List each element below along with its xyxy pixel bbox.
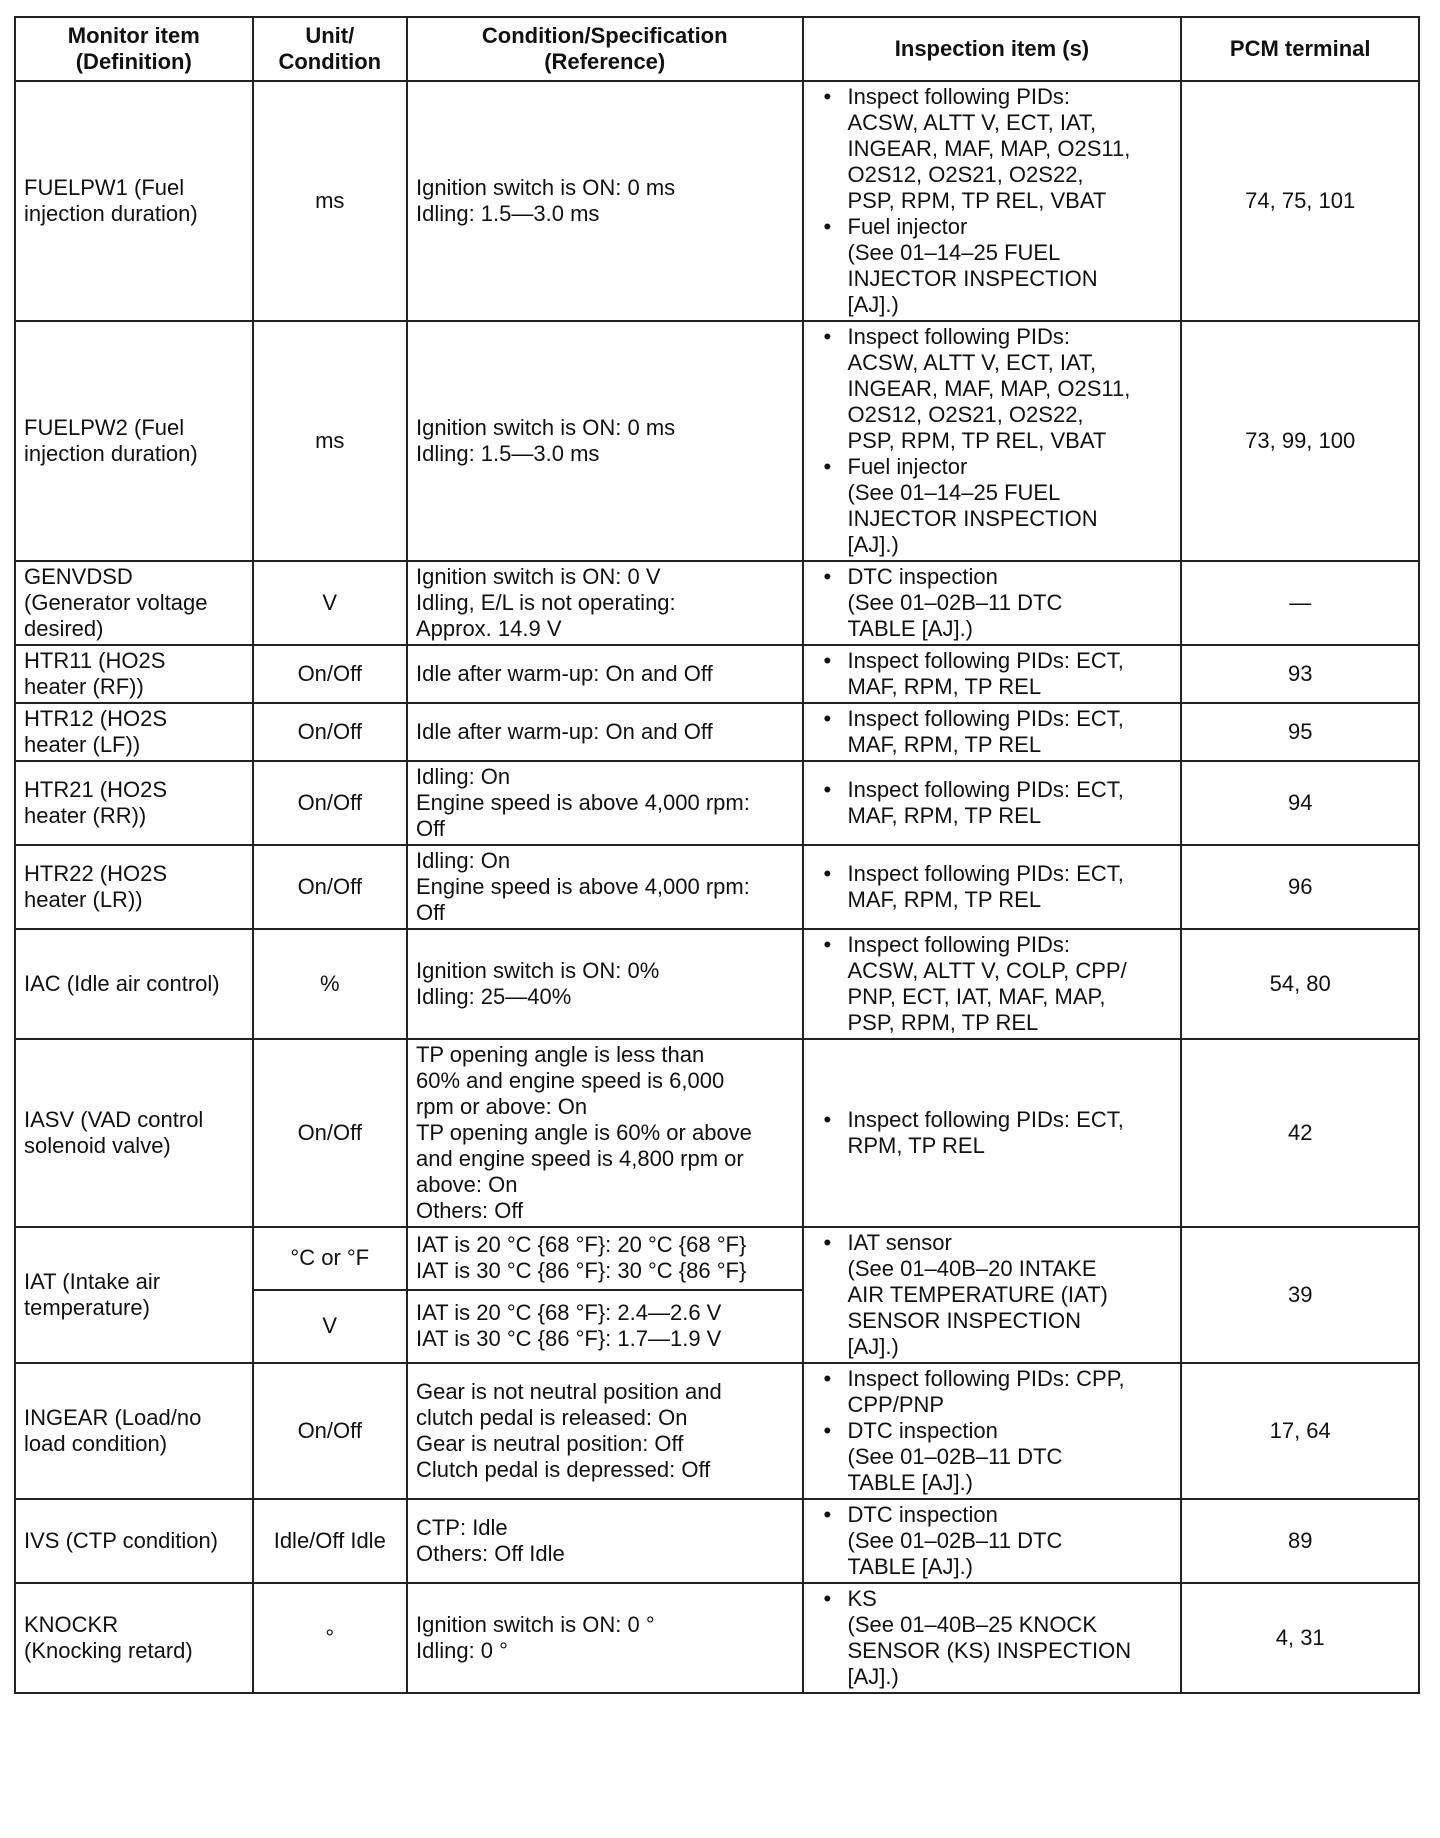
condition-text: Idling: 25—40% <box>415 984 572 1009</box>
monitor-item-cell <box>15 1499 253 1583</box>
monitor-item-text: solenoid valve) <box>24 1133 171 1158</box>
unit-text: ms <box>315 188 345 213</box>
unit-cell <box>253 81 407 321</box>
inspection-bullet-item <box>812 564 1173 642</box>
inspection-text: ACSW, ALTT V, ECT, IAT, <box>847 350 1097 375</box>
inspection-list <box>812 706 1173 758</box>
unit-text: Idle/Off Idle <box>273 1528 386 1553</box>
unit-cell <box>253 1290 407 1363</box>
inspection-spec-sheet <box>14 16 1420 1694</box>
monitor-item-text: heater (LR)) <box>24 887 143 912</box>
inspection-list <box>812 1502 1173 1580</box>
inspection-cell <box>803 321 1182 561</box>
inspection-text: • Inspect following PIDs: <box>847 324 1071 349</box>
condition-cell <box>407 703 803 761</box>
pcm-terminal-text: 4, 31 <box>1275 1625 1325 1650</box>
inspection-cell <box>803 703 1182 761</box>
inspection-text: (See 01–40B–20 INTAKE <box>847 1256 1097 1281</box>
inspection-text: PNP, ECT, IAT, MAF, MAP, <box>847 984 1106 1009</box>
pcm-terminal-cell <box>1181 929 1419 1039</box>
inspection-text: • Fuel injector <box>847 214 968 239</box>
condition-text: Clutch pedal is depressed: Off <box>415 1457 711 1482</box>
inspection-cell <box>803 929 1182 1039</box>
monitor-item-text: IAC (Idle air control) <box>24 971 220 996</box>
monitor-item-cell <box>15 703 253 761</box>
condition-text: IAT is 20 °C {68 °F}: 2.4—2.6 V <box>415 1300 722 1326</box>
pcm-terminal-cell <box>1181 1039 1419 1227</box>
monitor-item-text: HTR12 (HO2S <box>24 706 168 731</box>
inspection-cell <box>803 1227 1182 1363</box>
condition-cell <box>407 645 803 703</box>
inspection-text: CPP/PNP <box>847 1392 945 1417</box>
unit-text: On/Off <box>297 790 362 815</box>
monitor-item-text: temperature) <box>24 1295 150 1320</box>
inspection-text: RPM, TP REL <box>847 1133 985 1158</box>
inspection-text: • Inspect following PIDs: CPP, <box>847 1366 1125 1391</box>
inspection-cell <box>803 845 1182 929</box>
monitor-item-cell <box>15 1039 253 1227</box>
condition-text: Ignition switch is ON: 0 ms <box>415 175 676 200</box>
condition-text: and engine speed is 4,800 rpm or <box>415 1146 744 1171</box>
condition-cell <box>407 1583 803 1693</box>
monitor-item-cell <box>15 81 253 321</box>
monitor-item-text: IAT (Intake air <box>24 1269 161 1294</box>
inspection-text: ACSW, ALTT V, ECT, IAT, <box>847 110 1097 135</box>
monitor-item-text: IVS (CTP condition) <box>24 1528 219 1553</box>
unit-cell <box>253 845 407 929</box>
table-row <box>15 321 1419 561</box>
inspection-text: TABLE [AJ].) <box>847 616 974 641</box>
inspection-cell <box>803 1583 1182 1693</box>
inspection-cell <box>803 645 1182 703</box>
inspection-text: O2S12, O2S21, O2S22, <box>847 162 1084 187</box>
condition-text: Off <box>415 900 445 925</box>
monitor-item-text: heater (RR)) <box>24 803 147 828</box>
unit-cell <box>253 1363 407 1499</box>
pcm-terminal-text: 93 <box>1287 661 1313 686</box>
inspection-text: • Inspect following PIDs: <box>847 932 1071 957</box>
condition-cell <box>407 561 803 645</box>
condition-text: Gear is not neutral position and <box>415 1379 722 1404</box>
condition-text: Idling, E/L is not operating: <box>415 590 676 615</box>
pcm-terminal-cell <box>1181 321 1419 561</box>
condition-cell <box>407 1499 803 1583</box>
condition-text: Engine speed is above 4,000 rpm: <box>415 790 750 815</box>
unit-cell <box>253 561 407 645</box>
pcm-terminal-cell <box>1181 81 1419 321</box>
unit-text: % <box>319 971 340 996</box>
inspection-text: • Inspect following PIDs: ECT, <box>847 777 1124 802</box>
monitor-item-cell <box>15 761 253 845</box>
inspection-bullet-item <box>812 1107 1173 1159</box>
condition-text: Off <box>415 816 445 841</box>
monitor-item-text: desired) <box>24 616 104 641</box>
pcm-terminal-text: 89 <box>1287 1528 1313 1553</box>
inspection-text: (See 01–02B–11 DTC <box>847 1528 1063 1553</box>
condition-cell <box>407 845 803 929</box>
inspection-bullet-item <box>812 1418 1173 1496</box>
inspection-text: MAF, RPM, TP REL <box>847 732 1042 757</box>
inspection-text: [AJ].) <box>847 1334 899 1359</box>
inspection-bullet-item <box>812 324 1173 454</box>
pcm-terminal-cell <box>1181 561 1419 645</box>
inspection-list <box>812 1366 1173 1496</box>
pcm-terminal-cell <box>1181 1363 1419 1499</box>
condition-text: Idling: 1.5—3.0 ms <box>415 201 600 226</box>
inspection-text: • IAT sensor <box>847 1230 952 1255</box>
inspection-text: • Inspect following PIDs: ECT, <box>847 648 1124 673</box>
inspection-bullet-item <box>812 861 1173 913</box>
inspection-text: PSP, RPM, TP REL, VBAT <box>847 428 1107 453</box>
unit-text: On/Off <box>297 874 362 899</box>
monitor-item-text: heater (LF)) <box>24 732 141 757</box>
inspection-text: SENSOR INSPECTION <box>847 1308 1081 1333</box>
condition-text: rpm or above: On <box>415 1094 588 1119</box>
condition-text: Idling: On <box>415 764 511 789</box>
inspection-text: INJECTOR INSPECTION <box>847 506 1098 531</box>
unit-cell <box>253 703 407 761</box>
condition-text: IAT is 30 °C {86 °F}: 1.7—1.9 V <box>415 1326 722 1352</box>
inspection-cell <box>803 561 1182 645</box>
inspection-list <box>812 861 1173 913</box>
monitor-item-text: HTR11 (HO2S <box>24 648 166 673</box>
unit-text: ° <box>325 1625 335 1650</box>
unit-text: On/Off <box>297 661 362 686</box>
condition-text: Idling: On <box>415 848 511 873</box>
condition-text: TP opening angle is 60% or above <box>415 1120 752 1145</box>
inspection-list <box>812 1230 1173 1360</box>
table-row <box>15 645 1419 703</box>
table-row <box>15 1583 1419 1693</box>
unit-cell <box>253 1499 407 1583</box>
header-pcm-terminal: PCM terminal <box>1181 17 1419 81</box>
monitor-item-cell <box>15 645 253 703</box>
table-row <box>15 81 1419 321</box>
inspection-text: • Fuel injector <box>847 454 968 479</box>
inspection-list <box>812 932 1173 1036</box>
table-row <box>15 1039 1419 1227</box>
condition-text: IAT is 20 °C {68 °F}: 20 °C {68 °F} <box>415 1232 747 1258</box>
condition-text: Ignition switch is ON: 0 V <box>415 564 661 589</box>
inspection-cell <box>803 761 1182 845</box>
condition-text: TP opening angle is less than <box>415 1042 705 1067</box>
inspection-text: INJECTOR INSPECTION <box>847 266 1098 291</box>
inspection-text: AIR TEMPERATURE (IAT) <box>847 1282 1108 1307</box>
inspection-text: (See 01–40B–25 KNOCK <box>847 1612 1097 1637</box>
monitor-item-text: injection duration) <box>24 441 198 466</box>
condition-text: CTP: Idle <box>415 1515 508 1540</box>
monitor-item-text: (Generator voltage <box>24 590 208 615</box>
inspection-text: • DTC inspection <box>847 1418 998 1443</box>
monitor-item-cell <box>15 1363 253 1499</box>
pcm-terminal-text: 42 <box>1287 1120 1313 1145</box>
condition-text: Idling: 0 ° <box>415 1638 508 1663</box>
pcm-terminal-cell <box>1181 845 1419 929</box>
pcm-terminal-cell <box>1181 1499 1419 1583</box>
inspection-list <box>812 324 1173 558</box>
inspection-cell <box>803 1039 1182 1227</box>
inspection-cell <box>803 1499 1182 1583</box>
inspection-text: PSP, RPM, TP REL <box>847 1010 1039 1035</box>
inspection-text: [AJ].) <box>847 1664 899 1689</box>
unit-cell <box>253 1583 407 1693</box>
inspection-list <box>812 84 1173 318</box>
inspection-text: MAF, RPM, TP REL <box>847 887 1042 912</box>
table-row <box>15 761 1419 845</box>
inspection-text: SENSOR (KS) INSPECTION <box>847 1638 1132 1663</box>
table-body <box>15 81 1419 1693</box>
inspection-bullet-item <box>812 706 1173 758</box>
condition-text: Idle after warm-up: On and Off <box>415 661 713 686</box>
header-inspection-items: Inspection item (s) <box>803 17 1182 81</box>
unit-cell <box>253 321 407 561</box>
unit-cell <box>253 761 407 845</box>
condition-cell <box>407 929 803 1039</box>
inspection-list <box>812 564 1173 642</box>
inspection-list <box>812 1586 1173 1690</box>
pcm-terminal-text: — <box>1289 590 1312 615</box>
pcm-terminal-text: 94 <box>1287 790 1313 815</box>
monitor-item-cell <box>15 1583 253 1693</box>
unit-text: °C or °F <box>290 1245 370 1271</box>
header-row <box>15 17 1419 81</box>
header-condition-specification: Condition/Specification (Reference) <box>407 17 803 81</box>
monitor-item-cell <box>15 1227 253 1363</box>
monitor-item-text: injection duration) <box>24 201 198 226</box>
inspection-text: (See 01–14–25 FUEL <box>847 240 1061 265</box>
condition-text: Gear is neutral position: Off <box>415 1431 684 1456</box>
pcm-terminal-text: 96 <box>1287 874 1313 899</box>
pcm-terminal-cell <box>1181 1227 1419 1363</box>
table-row <box>15 561 1419 645</box>
inspection-text: [AJ].) <box>847 292 899 317</box>
inspection-text: TABLE [AJ].) <box>847 1470 974 1495</box>
pcm-terminal-cell <box>1181 761 1419 845</box>
condition-text: Idle after warm-up: On and Off <box>415 719 713 744</box>
condition-text: Ignition switch is ON: 0% <box>415 958 660 983</box>
table-row <box>15 1499 1419 1583</box>
monitor-item-text: (Knocking retard) <box>24 1638 193 1663</box>
condition-text: Others: Off Idle <box>415 1541 565 1566</box>
condition-text: clutch pedal is released: On <box>415 1405 688 1430</box>
inspection-cell <box>803 1363 1182 1499</box>
monitor-item-cell <box>15 561 253 645</box>
inspection-text: (See 01–02B–11 DTC <box>847 1444 1063 1469</box>
condition-text: Engine speed is above 4,000 rpm: <box>415 874 750 899</box>
inspection-list <box>812 777 1173 829</box>
condition-text: 60% and engine speed is 6,000 <box>415 1068 725 1093</box>
monitor-item-text: INGEAR (Load/no <box>24 1405 202 1430</box>
inspection-text: INGEAR, MAF, MAP, O2S11, <box>847 136 1131 161</box>
table-row <box>15 703 1419 761</box>
inspection-list <box>812 1107 1173 1159</box>
inspection-bullet-item <box>812 1586 1173 1690</box>
monitor-item-cell <box>15 929 253 1039</box>
table-row <box>15 1227 1419 1290</box>
table-row <box>15 929 1419 1039</box>
inspection-text: • Inspect following PIDs: ECT, <box>847 861 1124 886</box>
inspection-bullet-item <box>812 777 1173 829</box>
unit-cell <box>253 1227 407 1290</box>
condition-cell <box>407 761 803 845</box>
unit-text: ms <box>315 428 345 453</box>
inspection-list <box>812 648 1173 700</box>
condition-text: IAT is 30 °C {86 °F}: 30 °C {86 °F} <box>415 1258 747 1284</box>
inspection-text: • KS <box>847 1586 877 1611</box>
table-row <box>15 845 1419 929</box>
monitor-item-text: load condition) <box>24 1431 168 1456</box>
unit-text: V <box>322 590 338 615</box>
monitor-item-cell <box>15 321 253 561</box>
inspection-text: • Inspect following PIDs: ECT, <box>847 706 1124 731</box>
inspection-text: • DTC inspection <box>847 1502 998 1527</box>
unit-cell <box>253 645 407 703</box>
condition-cell <box>407 1039 803 1227</box>
pcm-terminal-text: 73, 99, 100 <box>1245 428 1356 453</box>
inspection-bullet-item <box>812 1230 1173 1360</box>
condition-text: Ignition switch is ON: 0 ° <box>415 1612 655 1637</box>
inspection-text: TABLE [AJ].) <box>847 1554 974 1579</box>
inspection-text: • DTC inspection <box>847 564 998 589</box>
pcm-terminal-cell <box>1181 645 1419 703</box>
condition-cell <box>407 1227 803 1290</box>
monitor-item-text: HTR21 (HO2S <box>24 777 168 802</box>
inspection-text: MAF, RPM, TP REL <box>847 803 1042 828</box>
condition-text: Ignition switch is ON: 0 ms <box>415 415 676 440</box>
unit-text: On/Off <box>297 1418 362 1443</box>
monitor-item-text: IASV (VAD control <box>24 1107 204 1132</box>
inspection-text: INGEAR, MAF, MAP, O2S11, <box>847 376 1131 401</box>
monitor-item-text: GENVDSD <box>24 564 133 589</box>
pid-monitor-table <box>14 16 1420 1694</box>
pcm-terminal-cell <box>1181 703 1419 761</box>
pcm-terminal-cell <box>1181 1583 1419 1693</box>
unit-cell <box>253 1039 407 1227</box>
inspection-text: (See 01–02B–11 DTC <box>847 590 1063 615</box>
inspection-text: ACSW, ALTT V, COLP, CPP/ <box>847 958 1127 983</box>
inspection-cell <box>803 81 1182 321</box>
monitor-item-text: KNOCKR <box>24 1612 119 1637</box>
inspection-text: [AJ].) <box>847 532 899 557</box>
condition-text: above: On <box>415 1172 518 1197</box>
monitor-item-text: FUELPW1 (Fuel <box>24 175 185 200</box>
monitor-item-text: HTR22 (HO2S <box>24 861 168 886</box>
inspection-text: • Inspect following PIDs: ECT, <box>847 1107 1124 1132</box>
unit-text: On/Off <box>297 1120 362 1145</box>
pcm-terminal-text: 74, 75, 101 <box>1245 188 1356 213</box>
inspection-bullet-item <box>812 214 1173 318</box>
table-row <box>15 1363 1419 1499</box>
monitor-item-text: heater (RF)) <box>24 674 144 699</box>
unit-cell <box>253 929 407 1039</box>
inspection-bullet-item <box>812 84 1173 214</box>
pcm-terminal-text: 17, 64 <box>1269 1418 1331 1443</box>
inspection-text: (See 01–14–25 FUEL <box>847 480 1061 505</box>
condition-cell <box>407 1290 803 1363</box>
inspection-bullet-item <box>812 932 1173 1036</box>
inspection-text: • Inspect following PIDs: <box>847 84 1071 109</box>
pcm-terminal-text: 54, 80 <box>1269 971 1331 996</box>
condition-cell <box>407 321 803 561</box>
monitor-item-text: FUELPW2 (Fuel <box>24 415 185 440</box>
condition-cell <box>407 1363 803 1499</box>
condition-text: Approx. 14.9 V <box>415 616 562 641</box>
condition-text: Idling: 1.5—3.0 ms <box>415 441 600 466</box>
inspection-text: MAF, RPM, TP REL <box>847 674 1042 699</box>
condition-text: Others: Off <box>415 1198 524 1223</box>
header-monitor-item: Monitor item (Definition) <box>15 17 253 81</box>
header-unit-condition: Unit/ Condition <box>253 17 407 81</box>
unit-text: On/Off <box>297 719 362 744</box>
pcm-terminal-text: 39 <box>1287 1282 1313 1307</box>
unit-text: V <box>322 1313 338 1339</box>
inspection-text: O2S12, O2S21, O2S22, <box>847 402 1084 427</box>
pcm-terminal-text: 95 <box>1287 719 1313 744</box>
inspection-bullet-item <box>812 1502 1173 1580</box>
inspection-bullet-item <box>812 454 1173 558</box>
monitor-item-cell <box>15 845 253 929</box>
condition-cell <box>407 81 803 321</box>
inspection-bullet-item <box>812 1366 1173 1418</box>
inspection-text: PSP, RPM, TP REL, VBAT <box>847 188 1107 213</box>
inspection-bullet-item <box>812 648 1173 700</box>
